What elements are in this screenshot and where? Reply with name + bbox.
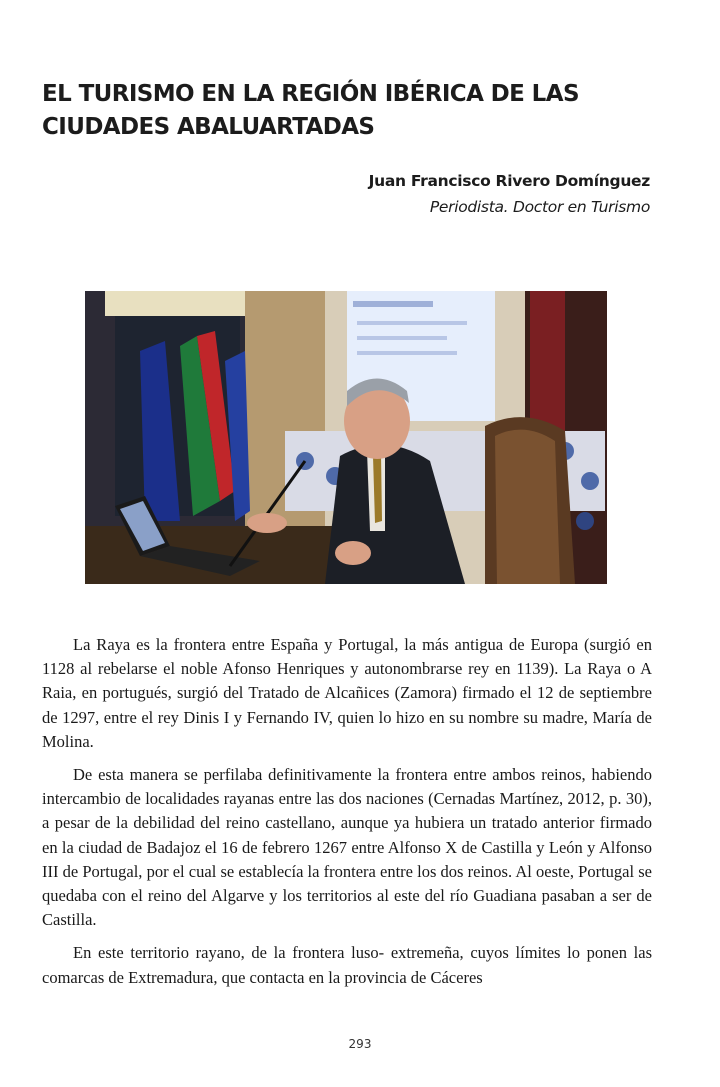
article-photo — [85, 291, 607, 584]
title-line-2: CIUDADES ABALUARTADAS — [42, 114, 375, 140]
paragraph-1: La Raya es la frontera entre España y Portugal, la más antigua de Europa (surgió en 1128 al rebelarse el noble Afonso Henriques y autonombrarse rey en 1139). La Raya o A Raia, en portugués, surgió del Tratado de Alcañices (Zamora) firmado el 12 de septiembre de 1297, entre el rey Dinis I y Fernando IV, quien lo hizo en su nombre su madre, María de Molina. — [42, 635, 652, 751]
article-body — [42, 633, 652, 999]
page-number: 293 — [348, 1037, 372, 1051]
author-name: Juan Francisco Rivero Domínguez — [368, 172, 650, 190]
paragraph-2: De esta manera se perfilaba definitivamente la frontera entre ambos reinos, habiendo intercambio de localidades rayanas entre las dos naciones (Cernadas Martínez, 2012, p. 30), a pesar de la debilidad del reino castellano, aunque ya hubiera un tratado anterior firmado en la ciudad de Badajoz el 16 de febrero 1267 entre Alfonso X de Castilla y León y Alfonso III de Portugal, por el cual se establecía la frontera entre los dos reinos. Al oeste, Portugal se quedaba con el reino del Algarve y los territorios al este del río Guadiana pasaban a ser de Castilla. — [42, 765, 652, 930]
title-line-1: EL TURISMO EN LA REGIÓN IBÉRICA DE LAS — [42, 81, 579, 107]
author-role: Periodista. Doctor en Turismo — [429, 198, 650, 216]
paragraph-3: En este territorio rayano, de la frontera luso- extremeña, cuyos límites lo ponen las comarcas de Extremadura, que contacta en la provincia de Cáceres — [42, 943, 652, 987]
article-title — [42, 78, 682, 144]
photo-lecture-speaker — [85, 291, 607, 584]
